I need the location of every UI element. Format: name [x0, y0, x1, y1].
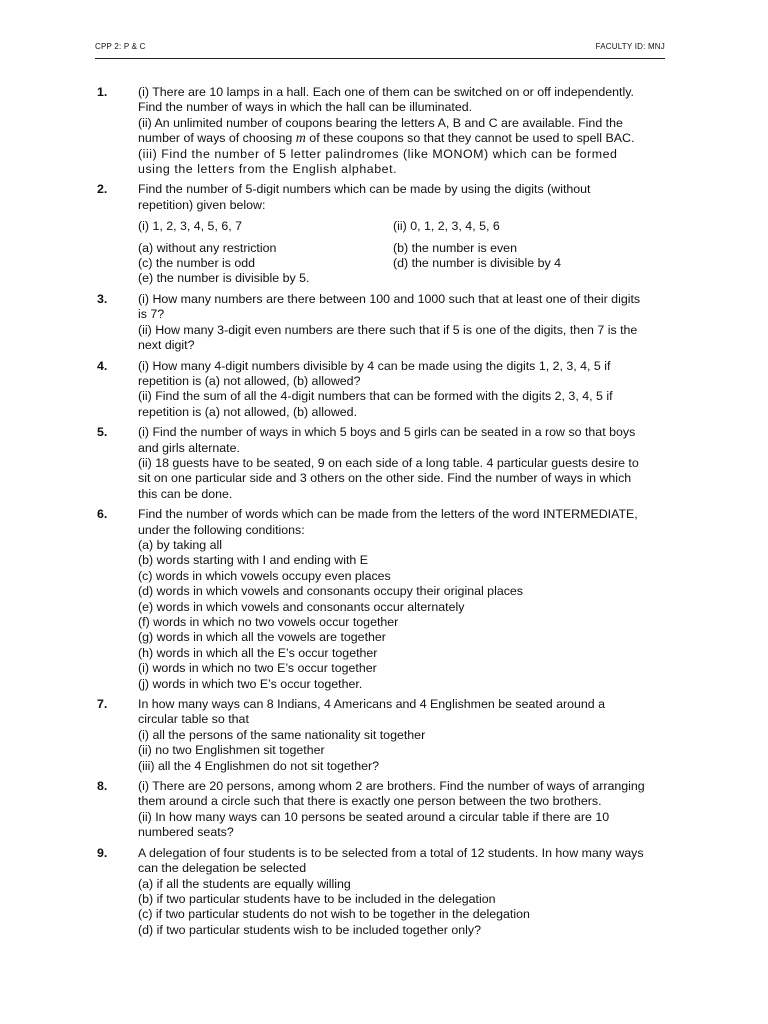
question-text: (d) if two particular students wish to be included together only? [138, 922, 481, 937]
question-text-part: number of ways of choosing [138, 131, 296, 146]
question-text [138, 131, 675, 146]
condition-d: (d) the number is divisible by 4 [393, 256, 562, 271]
header-divider [95, 58, 665, 59]
digit-set-1: (i) 1, 2, 3, 4, 5, 6, 7 [138, 219, 242, 234]
question-text: repetition is (a) not allowed, (b) allowed. [138, 404, 358, 419]
list-item: (j) words in which two E’s occur together. [138, 676, 363, 691]
question-text: (i) There are 10 lamps in a hall. Each one of them can be switched on or off independently. [138, 85, 634, 99]
list-item: (e) words in which vowels and consonants occur alternately [138, 599, 465, 614]
question-5 [95, 425, 675, 502]
question-text: (ii) How many 3-digit even numbers are there such that if 5 is one of the digits, then 7 is the [138, 322, 638, 337]
question-text: (iii) all the 4 Englishmen do not sit together? [138, 758, 380, 773]
question-text: (ii) 18 guests have to be seated, 9 on each side of a long table. 4 particular guests desire to [138, 455, 639, 470]
question-text: (c) if two particular students do not wish to be together in the delegation [138, 907, 530, 922]
question-number: 2. [97, 182, 108, 197]
question-4 [95, 359, 675, 421]
question-7 [95, 697, 675, 774]
condition-b: (b) the number is even [393, 240, 517, 255]
question-text: (i) How many 4-digit numbers divisible by 4 can be made using the digits 1, 2, 3, 4, 5 if [138, 358, 611, 373]
question-3 [95, 292, 675, 354]
question-text: (b) if two particular students have to be included in the delegation [138, 891, 496, 906]
digit-sets [138, 219, 675, 234]
question-text: (ii) no two Englishmen sit together [138, 743, 325, 758]
question-list [95, 85, 675, 943]
question-text: them around a circle such that there is exactly one person between the two brothers. [138, 794, 602, 809]
list-item: (g) words in which all the vowels are together [138, 630, 386, 645]
question-6 [95, 507, 675, 692]
question-text: circular table so that [138, 712, 249, 727]
question-text: repetition) given below: [138, 197, 266, 212]
question-number: 5. [97, 425, 108, 440]
question-2 [95, 182, 675, 286]
question-number: 6. [97, 507, 108, 522]
question-text: (ii) Find the sum of all the 4-digit numbers that can be formed with the digits 2, 3, 4, 5 if [138, 389, 613, 404]
question-text: using the letters from the English alphabet. [138, 162, 398, 177]
question-text: (ii) In how many ways can 10 persons be seated around a circular table if there are 10 [138, 809, 610, 824]
question-text: (iii) Find the number of 5 letter palindromes (like MONOM) which can be formed [138, 146, 618, 161]
question-text: sit on one particular side and 3 others on the other side. Find the number of ways in which [138, 471, 632, 486]
question-number: 1. [97, 85, 108, 99]
list-item: (h) words in which all the E’s occur together [138, 645, 378, 660]
question-number: 3. [97, 291, 108, 306]
question-text: (i) How many numbers are there between 100 and 1000 such that at least one of their digits [138, 291, 641, 306]
question-1 [95, 85, 675, 177]
list-item: (f) words in which no two vowels occur together [138, 615, 399, 629]
list-item: (d) words in which vowels and consonants occupy their original places [138, 584, 523, 599]
list-item: (i) words in which no two E’s occur together [138, 661, 377, 676]
condition-c: (c) the number is odd [138, 256, 256, 271]
question-text: repetition is (a) not allowed, (b) allowed? [138, 373, 361, 388]
question-text: Find the number of ways in which the hall can be illuminated. [138, 100, 473, 115]
question-text: Find the number of 5-digit numbers which can be made by using the digits (without [138, 182, 591, 197]
header-faculty-id: FACULTY ID: MNJ [595, 42, 665, 51]
question-text: is 7? [138, 307, 165, 322]
header-course: CPP 2: P & C [95, 42, 146, 51]
condition-e: (e) the number is divisible by 5. [138, 271, 310, 286]
question-number: 4. [97, 358, 108, 373]
question-text: next digit? [138, 338, 195, 353]
list-item: (c) words in which vowels occupy even places [138, 568, 391, 583]
question-text: A delegation of four students is to be selected from a total of 12 students. In how many ways [138, 845, 644, 860]
digit-set-2: (ii) 0, 1, 2, 3, 4, 5, 6 [393, 219, 500, 234]
question-number: 9. [97, 845, 108, 860]
conditions-grid [138, 241, 675, 287]
question-8 [95, 779, 675, 841]
question-text: (ii) An unlimited number of coupons bearing the letters A, B and C are available. Find the [138, 115, 623, 130]
question-text: Find the number of words which can be made from the letters of the word INTERMEDIATE, [138, 507, 638, 522]
question-text: under the following conditions: [138, 522, 305, 537]
question-text-part: of these coupons so that they cannot be used to spell BAC. [305, 131, 635, 146]
question-text: (a) if all the students are equally willing [138, 876, 351, 891]
page-header [95, 42, 665, 56]
question-text: In how many ways can 8 Indians, 4 Americans and 4 Englishmen be seated around a [138, 697, 605, 712]
list-item: (a) by taking all [138, 537, 223, 552]
question-number: 7. [97, 697, 108, 712]
question-text: (i) all the persons of the same nationality sit together [138, 727, 426, 742]
condition-a: (a) without any restriction [138, 240, 277, 255]
question-text: (i) There are 20 persons, among whom 2 are brothers. Find the number of ways of arranging [138, 779, 645, 794]
question-9 [95, 846, 675, 938]
question-text: and girls alternate. [138, 440, 240, 455]
question-text: numbered seats? [138, 825, 234, 840]
math-variable: m [295, 131, 306, 147]
list-item: (b) words starting with I and ending with E [138, 553, 369, 568]
question-number: 8. [97, 779, 108, 794]
question-text: can the delegation be selected [138, 861, 307, 876]
question-text: (i) Find the number of ways in which 5 boys and 5 girls can be seated in a row so that boys [138, 425, 636, 440]
question-text: this can be done. [138, 486, 233, 501]
